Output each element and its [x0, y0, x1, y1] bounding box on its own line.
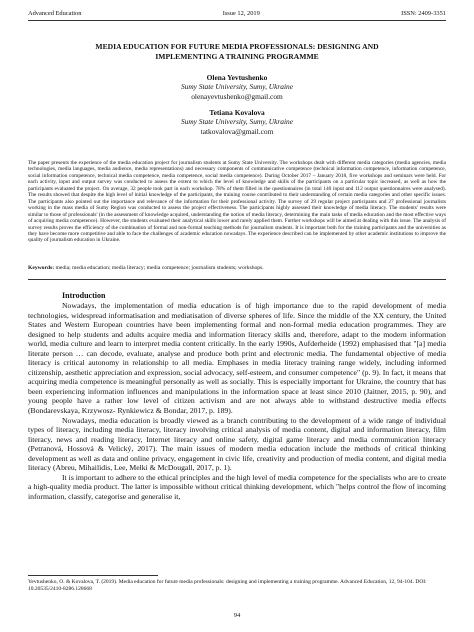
paper-title [40, 42, 434, 62]
journal-name: Advanced Education [28, 10, 82, 17]
issue-label: Issue 12, 2019 [222, 10, 260, 17]
issn-label: ISSN: 2409-3351 [401, 10, 446, 17]
page-number: 94 [233, 612, 241, 619]
section-heading: Introduction [62, 291, 106, 300]
running-header [28, 10, 446, 18]
abstract: The paper presents the experience of the media education project for journalism students at Sumy State University. The workshops dealt with different media categories (media agencies, media technologies, media languages, media audience, media representations) and necessary components of communicative competence (technical information competence, information competence, social information competence, technical media competence, media competence, social media competence). During October 2017 – January 2018, five workshops and seminars were held. For each activity, input and output survey was conducted to assess the extent to which the level of knowledge and skills of the participants on a particular topic increased, as well as how the participants evaluated the project. On average, 32 people took part in each workshop. 78% of them filled in the questionnaires (in total 140 input and 112 output questionnaires were analysed). The results showed that despite the high level of initial knowledge of the participants, the training course contributed to their understanding of certain media categories and other specific issues. The participants also pointed out the importance and relevance of the information for their professional activity. The survey of 29 regular project participants and 27 professional journalists working in the mass media of Sumy Region was conducted to assess the project effectiveness. The participants highly assessed their knowledge of media literacy. The students' results were similar to those of professionals' (in the assessment of knowledge acquired, understanding the notion of media literacy, determining the main tasks of media education and the most effective ways of acquiring media competence). However, the students evaluated their analytical skills lower and rarely applied them. Further workshops will be aimed at dealing with this issue. The analysis of survey results proves the efficiency of the combination of formal and non-formal teaching methods for journalism students. It is important both for the training participants and the universities as they have become more competitive and able to face the challenges of academic education nowadays. The experience described can be implemented by other academic institutions to improve the quality of journalism education in Ukraine. [28, 160, 446, 244]
keywords-list: media; media education; media literacy; media competence; journalism students; workshops. [54, 265, 264, 271]
author-block-2 [0, 108, 474, 136]
keywords-label: Keywords: [28, 265, 55, 271]
paragraph: Nowadays, media education is broadly viewed as a branch contributing to the development of a wide range of individual types of literacy, including media literacy, literacy involving critical analysis of media content, digital and information literacy, film literacy, news and reading literacy, Internet literacy and online safety, digital game literacy and media communication literacy (Petranová, Hossová & Velický, 2017). The main issues of modern media education include the methods of critical thinking development as well as data and online privacy, engagement in civic life, creativity and production of media content, and digital media literacy (Abreu, Mihailidis, Lee, Melki & McDougall, 2017, p. 1). [28, 415, 446, 473]
author-email: tatkovalova@gmail.com [200, 126, 274, 136]
keywords [28, 265, 446, 272]
citation-footnote: Yevtushenko, O. & Kovalova, T. (2019). Media education for future media professionals: designing and implementing a training programme. Advanced Education, 12, 94-104. DOI: 10.20535/2410-8286.128668 [28, 579, 427, 592]
author-block-1 [0, 73, 474, 101]
paragraph: Nowadays, the implementation of media education is of high importance due to the rapid development of media technologies, widespread informatisation and mediatisation of diverse spheres of life. Since the middle of the XX century, the United States and Western European countries have been implementing formal and non-formal media education programmes. They are designed to help students and adults acquire media and information literacy skills and, therefore, adapt to the modern information world, media culture and learn to interpret media content critically. In the early 1990s, Aufderheide (1992) emphasised that "[a] media literate person … can decode, evaluate, analyse and produce both print and electronic media. The fundamental objective of media literacy is critical autonomy in relationship to all media. Emphases in media literacy training range widely, including informed citizenship, aesthetic appreciation and expression, social advocacy, self-esteem, and consumer competence" (p. 9). In fact, it means that acquiring media competence is meaningful personally as well as socially. This is especially important for Ukraine, the country that has been experiencing information influences and manipulations in the information space at least since 2010 (Jaitner, 2015, p. 90), and young people have a rather low level of citizen activism and are not always able to withstand destructive media effects (Bondarevskaya, Krzywosz- Rynkiewicz & Bondar, 2017, p. 189). [28, 301, 446, 416]
author-name: Tetiana Kovalova [209, 108, 265, 117]
header-divider [28, 20, 446, 21]
title-line-2: IMPLEMENTING A TRAINING PROGRAMME [155, 52, 319, 61]
author-email: olenayevtushenko@gmail.com [191, 91, 283, 101]
author-affiliation: Sumy State University, Sumy, Ukraine [180, 117, 294, 127]
author-affiliation: Sumy State University, Sumy, Ukraine [180, 82, 294, 92]
body-text [28, 301, 446, 501]
author-name: Olena Yevtushenko [206, 73, 268, 82]
paragraph: It is important to adhere to the ethical principles and the high level of media competence for the specialists who are to create a high-quality media product. The latter is impossible without critical thinking development, which "helps control the flow of incoming information, classify, categorise and generalise it, [28, 472, 446, 501]
keywords-divider [28, 279, 446, 280]
footnote-divider [28, 575, 158, 576]
title-line-1: MEDIA EDUCATION FOR FUTURE MEDIA PROFESSIONALS: DESIGNING AND [95, 42, 379, 51]
